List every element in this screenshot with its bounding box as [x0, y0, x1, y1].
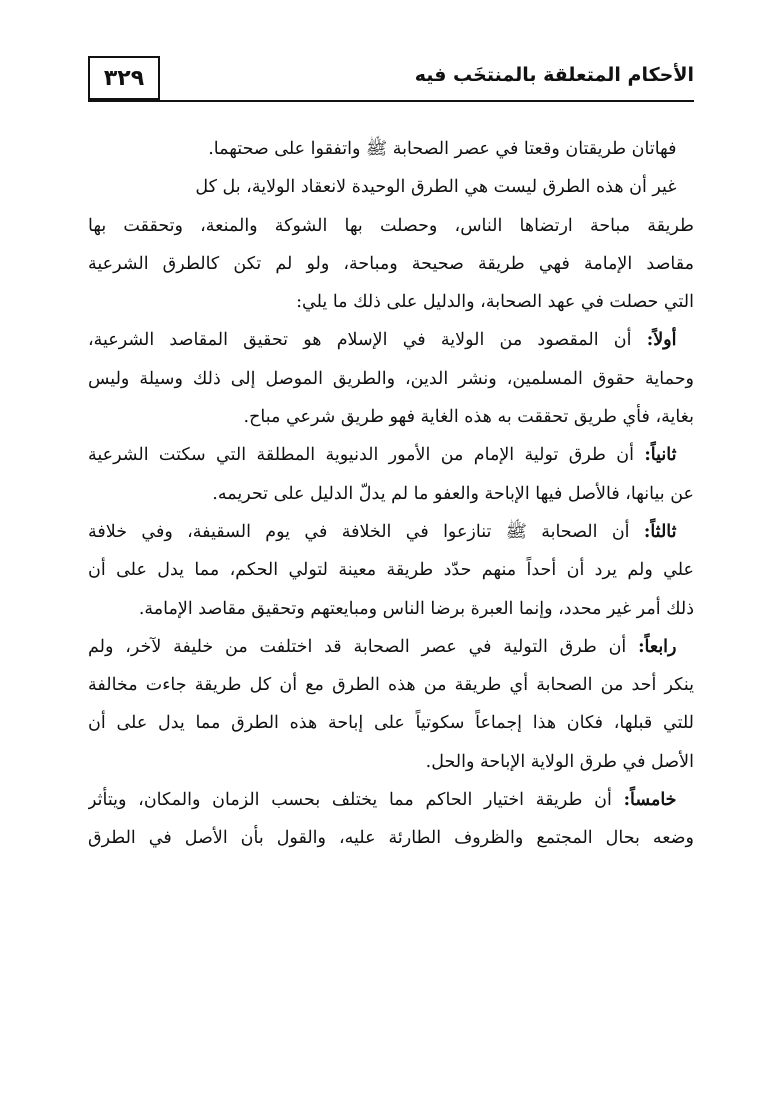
text-line: ينكر أحد من الصحابة أي طريقة من هذه الطرق مع أن كل طريقة جاءت مخالفة: [88, 675, 694, 696]
text-line: وضعه بحال المجتمع والظروف الطارئة عليه، والقول بأن الأصل في الطرق: [88, 828, 694, 849]
text-line: ​ أولاً: أن المقصود من الولاية في الإسلام هو تحقيق المقاصد الشرعية،: [88, 330, 694, 351]
text-line: علي ولم يرد أن أحداً منهم حدّد طريقة معينة لتولي الحكم، مما يدل على أن: [88, 560, 694, 581]
text-line: ​ ثالثاً: أن الصحابة ﷺ تنازعوا في الخلافة في يوم السقيفة، وفي خلافة: [88, 521, 694, 542]
text-line: ​ خامساً: أن طريقة اختيار الحاكم مما يختلف بحسب الزمان والمكان، ويتأثر: [88, 790, 694, 811]
page-number: ٣٢٩: [88, 56, 160, 100]
body-text: [88, 130, 694, 858]
text-line: ​ غير أن هذه الطرق ليست هي الطرق الوحيدة لانعقاد الولاية، بل كل: [195, 177, 694, 198]
paragraph-lead: ثانياً:: [644, 445, 677, 466]
text-line: التي حصلت في عهد الصحابة، والدليل على ذلك ما يلي:: [296, 292, 694, 313]
text-line: ذلك أمر غير محدد، وإنما العبرة برضا الناس ومبايعتهم وتحقيق مقاصد الإمامة.: [138, 598, 694, 619]
text-line: ​ فهاتان طريقتان وقعتا في عصر الصحابة ﷺ واتفقوا على صحتهما.: [208, 139, 694, 159]
text-line: للتي قبلها، فكان هذا إجماعاً سكوتياً على إباحة هذه الطرق مما يدل على أن: [88, 713, 694, 734]
text-line: وحماية حقوق المسلمين، ونشر الدين، والطريق الموصل إلى ذلك وسيلة وليس: [88, 368, 694, 389]
header-rule: [88, 100, 694, 102]
paragraph: [88, 436, 694, 513]
paragraph-lead: خامساً:: [623, 790, 677, 811]
text-line: عن بيانها، فالأصل فيها الإباحة والعفو ما لم يدلّ الدليل على تحريمه.: [212, 483, 694, 504]
paragraph: [88, 130, 694, 168]
text-line: ​ رابعاً: أن طرق التولية في عصر الصحابة قد اختلفت من خليفة لآخر، ولم: [88, 636, 694, 657]
text-line: بغاية، فأي طريق تحققت به هذه الغاية فهو طريق شرعي مباح.: [243, 407, 694, 428]
paragraph-lead: رابعاً:: [638, 636, 677, 657]
paragraph-lead: ثالثاً:: [643, 521, 677, 542]
running-title: الأحكام المتعلقة بالمنتخَب فيه: [414, 64, 694, 86]
paragraph: [88, 168, 694, 321]
paragraph: [88, 628, 694, 781]
text-line: طريقة مباحة ارتضاها الناس، وحصلت بها الشوكة والمنعة، وتحققت بها: [88, 215, 694, 236]
paragraph-lead: أولاً:: [646, 330, 677, 351]
text-line: مقاصد الإمامة فهي طريقة صحيحة ومباحة، ولو لم تكن كالطرق الشرعية: [88, 253, 694, 274]
paragraph: [88, 321, 694, 436]
paragraph: [88, 781, 694, 858]
page-header: [88, 56, 694, 106]
text-line: الأصل في طرق الولاية الإباحة والحل.: [425, 751, 694, 772]
text-line: ​ ثانياً: أن طرق تولية الإمام من الأمور الدنيوية المطلقة التي سكتت الشرعية: [88, 445, 694, 466]
paragraph: [88, 513, 694, 628]
